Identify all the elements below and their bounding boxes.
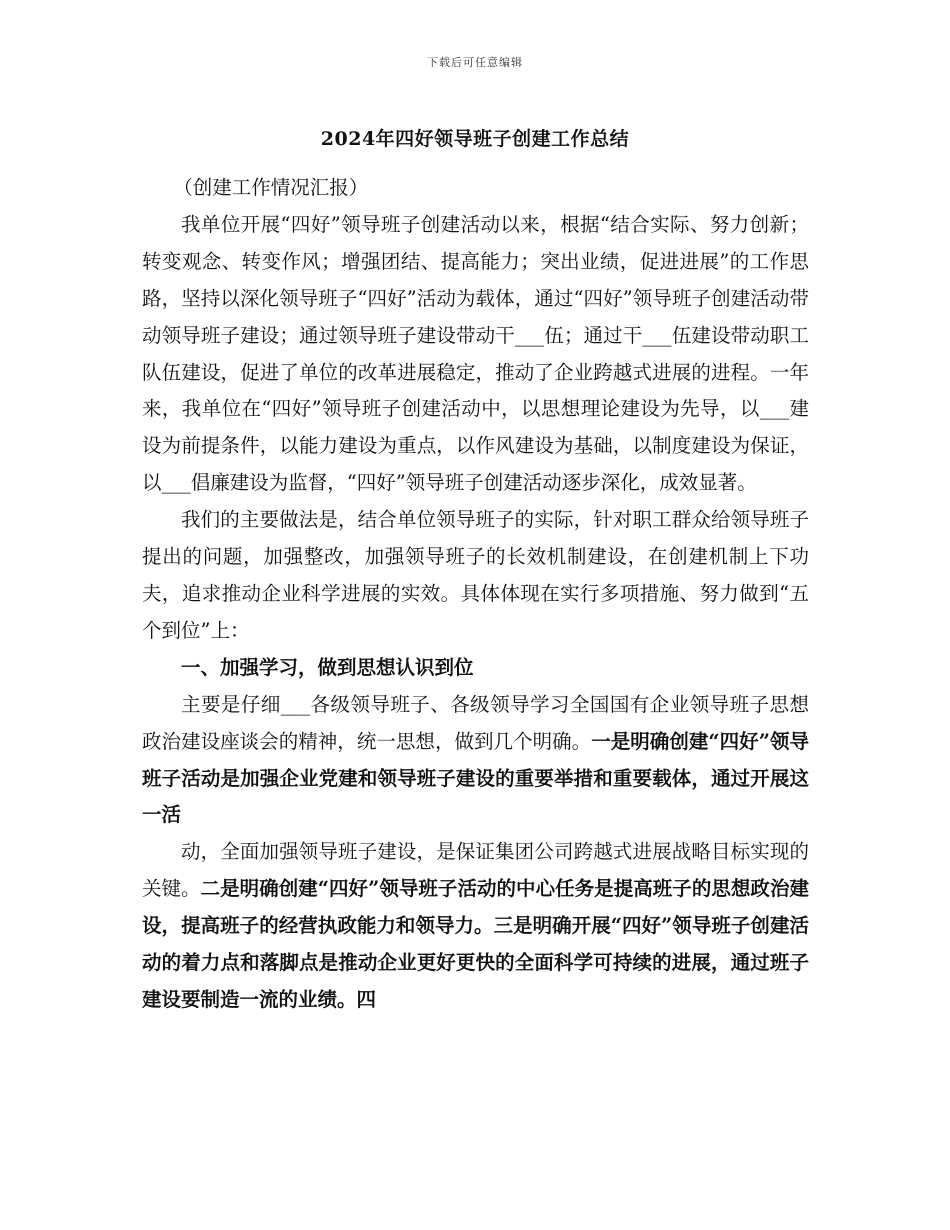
document-title: 2024年四好领导班子创建工作总结 xyxy=(320,128,630,150)
document-subtitle: （创建工作情况汇报） xyxy=(173,176,369,199)
paragraph-3 xyxy=(142,687,809,835)
paragraph-4-text: 动，全面加强领导班子建设，是保证集团公司跨越式进展战略目标实现的关键。 xyxy=(142,840,809,901)
paragraph-2: 我们的主要做法是，结合单位领导班子的实际，针对职工群众给领导班子提出的问题，加强整改，加强领导班子的长效机制建设，在创建机制上下功夫，追求推动企业科学进展的实效。具体体现在实行多项措施、努力做到“五个到位”上： xyxy=(142,508,809,642)
paragraph-3-text: 主要是仔细___各级领导班子、各级领导学习全国国有企业领导班子思想政治建设座谈会的精神，统一思想，做到几个明确。 xyxy=(142,692,809,753)
paragraph-1: 我单位开展“四好”领导班子创建活动以来，根据“结合实际、努力创新；转变观念、转变作风；增强团结、提高能力；突出业绩，促进进展”的工作思路，坚持以深化领导班子“四好”活动为载体，通过“四好”领导班子创建活动带动领导班子建设；通过领导班子建设带动干___伍；通过干___伍建设带动职工队伍建设，促进了单位的改革进展稳定，推动了企业跨越式进展的进程。一年来，我单位在“四好”领导班子创建活动中，以思想理论建设为先导，以___建设为前提条件，以能力建设为重点，以作风建设为基础，以制度建设为保证，以___倡廉建设为监督，“四好”领导班子创建活动逐步深化，成效显著。 xyxy=(142,212,809,495)
header-note: 下载后可任意编辑 xyxy=(427,56,523,69)
section-heading-1: 一、加强学习，做到思想认识到位 xyxy=(181,655,474,679)
paragraph-4-bold-text: 二是明确创建“四好”领导班子活动的中心任务是提高班子的思想政治建设，提高班子的经营执政能力和领导力。三是明确开展“四好”领导班子创建活动的着力点和落脚点是推动企业更好更快的全面科学可持续的进展，通过班子建设要制造一流的业绩。四 xyxy=(142,877,809,1011)
paragraph-4 xyxy=(142,834,809,1019)
document-body xyxy=(142,170,809,1019)
paragraph-3-bold-text: 一是明确创建“四好”领导班子活动是加强企业党建和领导班子建设的重要举措和重要载体，通过开展这一活 xyxy=(142,729,809,827)
